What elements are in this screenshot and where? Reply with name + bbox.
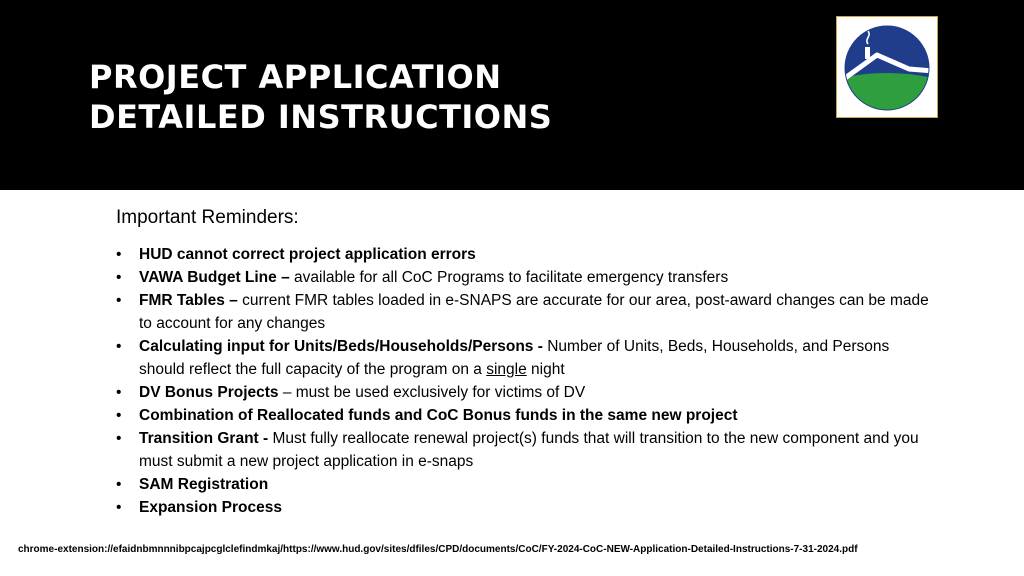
list-item	[116, 427, 936, 473]
reminders-heading: Important Reminders:	[116, 207, 299, 228]
item-text: Must fully reallocate renewal project(s) funds that will transition to the new component and you must submit a new project application in e-snaps	[139, 430, 919, 470]
item-label: HUD cannot correct project application errors	[139, 246, 476, 263]
item-label: Combination of Reallocated funds and CoC Bonus funds in the same new project	[139, 407, 738, 424]
list-item	[116, 335, 936, 381]
item-separator: –	[224, 292, 243, 309]
item-label: Calculating input for Units/Beds/Households/Persons	[139, 338, 534, 355]
item-label: Expansion Process	[139, 499, 283, 516]
item-label: VAWA Budget Line	[139, 269, 277, 286]
list-item	[116, 381, 936, 404]
item-underlined-word: single	[486, 361, 527, 378]
item-separator: -	[533, 338, 548, 355]
item-label: Transition Grant	[139, 430, 259, 447]
list-item	[116, 404, 936, 427]
house-globe-logo-icon	[837, 17, 937, 117]
reminders-list	[116, 243, 936, 519]
item-separator: –	[276, 269, 295, 286]
page-title	[89, 57, 552, 137]
title-line-2: DETAILED INSTRUCTIONS	[89, 98, 553, 136]
list-item	[116, 496, 936, 519]
item-text: Number of Units, Beds, Households, and Persons should reflect the full capacity of the program on a	[139, 338, 890, 378]
title-line-1: PROJECT APPLICATION	[89, 58, 502, 96]
reminders-section	[116, 205, 936, 519]
list-item	[116, 473, 936, 496]
list-item	[116, 243, 936, 266]
item-text: must be used exclusively for victims of DV	[295, 384, 586, 401]
item-text: available for all CoC Programs to facilitate emergency transfers	[294, 269, 729, 286]
item-text: current FMR tables loaded in e-SNAPS are accurate for our area, post-award changes can be made to account for any changes	[139, 292, 929, 332]
item-text-end: night	[526, 361, 565, 378]
source-url: chrome-extension://efaidnbmnnnibpcajpcglclefindmkaj/https://www.hud.gov/sites/dfiles/CPD/documents/CoC/FY-2024-CoC-NEW-Application-Detailed-Instructions-7-31-2024.pdf	[18, 544, 858, 555]
item-label: SAM Registration	[139, 476, 269, 493]
item-separator: –	[278, 384, 296, 401]
item-label: DV Bonus Projects	[139, 384, 279, 401]
list-item	[116, 289, 936, 335]
item-separator: -	[258, 430, 273, 447]
logo	[836, 16, 938, 118]
list-item	[116, 266, 936, 289]
item-label: FMR Tables	[139, 292, 225, 309]
